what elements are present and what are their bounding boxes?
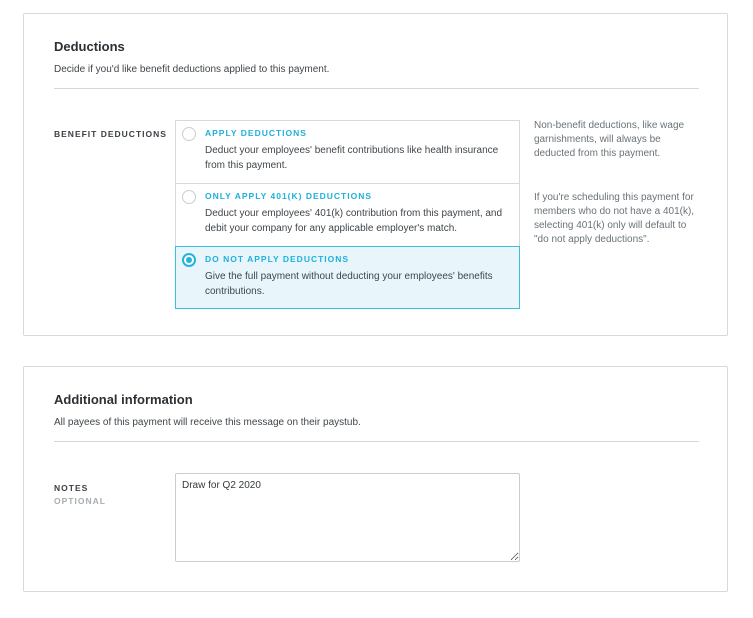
additional-info-title: Additional information — [54, 392, 193, 407]
option-description: Give the full payment without deducting your employees' benefits contributions. — [205, 271, 493, 297]
help-text-401k: If you're scheduling this payment for members who do not have a 401(k), selecting 401(k) only will default to "do not apply deductions". — [534, 192, 695, 245]
benefit-deductions-label: BENEFIT DEDUCTIONS — [54, 129, 167, 139]
additional-info-card — [23, 366, 728, 592]
deductions-divider — [54, 88, 699, 89]
option-title: APPLY DEDUCTIONS — [205, 128, 307, 138]
option-description: Deduct your employees' 401(k) contribution from this payment, and debit your company for any applicable employer's match. — [205, 208, 503, 234]
help-text-non-benefit: Non-benefit deductions, like wage garnishments, will always be deducted from this payment. — [534, 120, 685, 159]
option-apply-deductions[interactable] — [175, 120, 520, 184]
option-description: Deduct your employees' benefit contributions like health insurance from this payment. — [205, 145, 499, 171]
deductions-radio-group — [175, 120, 520, 309]
deductions-card — [23, 13, 728, 336]
radio-apply-deductions[interactable] — [182, 127, 196, 141]
notes-label: NOTES — [54, 483, 89, 493]
option-only-401k-deductions[interactable] — [175, 183, 520, 247]
notes-textarea[interactable] — [175, 473, 520, 562]
option-do-not-apply-deductions[interactable] — [175, 246, 520, 309]
option-title: DO NOT APPLY DEDUCTIONS — [205, 254, 350, 264]
notes-optional-label: OPTIONAL — [54, 496, 106, 506]
additional-info-divider — [54, 441, 699, 442]
additional-info-description: All payees of this payment will receive this message on their paystub. — [54, 417, 361, 428]
option-title: ONLY APPLY 401(K) DEDUCTIONS — [205, 191, 373, 201]
deductions-description: Decide if you'd like benefit deductions applied to this payment. — [54, 64, 330, 75]
deductions-title: Deductions — [54, 39, 125, 54]
radio-only-401k-deductions[interactable] — [182, 190, 196, 204]
radio-do-not-apply-deductions[interactable] — [182, 253, 196, 267]
